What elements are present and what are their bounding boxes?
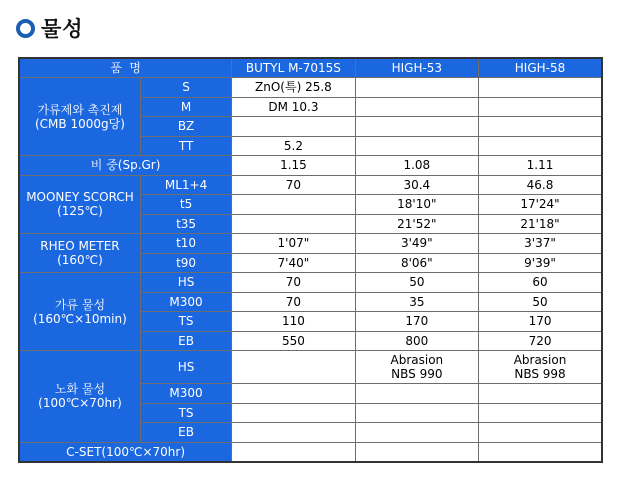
table-row — [19, 351, 602, 384]
row-label: t5 — [140, 195, 231, 215]
row-label: EB — [140, 331, 231, 351]
table-row — [19, 78, 602, 98]
table-cell — [355, 97, 478, 117]
table-cell: Abrasion NBS 990 — [355, 351, 478, 384]
table-cell: 3'37" — [479, 234, 602, 254]
row-label: BZ — [140, 117, 231, 137]
group-label-rheo: RHEO METER (160℃) — [19, 234, 140, 273]
section-heading — [16, 15, 84, 41]
row-label: M300 — [140, 384, 231, 404]
table-cell — [355, 136, 478, 156]
table-cell: 70 — [232, 175, 355, 195]
table-row — [19, 442, 602, 462]
table-cell: 9'39" — [479, 253, 602, 273]
table-cell — [355, 423, 478, 443]
table-cell: 35 — [355, 292, 478, 312]
table-cell — [355, 78, 478, 98]
table-cell: 7'40" — [232, 253, 355, 273]
table-cell — [355, 384, 478, 404]
table-cell: 800 — [355, 331, 478, 351]
row-label: TS — [140, 403, 231, 423]
table-cell: DM 10.3 — [232, 97, 355, 117]
table-cell — [479, 442, 602, 462]
table-cell — [479, 117, 602, 137]
table-cell: 1.08 — [355, 156, 478, 176]
table-cell — [232, 423, 355, 443]
header-col-3: HIGH-58 — [479, 58, 602, 78]
table-cell — [355, 403, 478, 423]
table-cell: 17'24" — [479, 195, 602, 215]
table-cell: 50 — [355, 273, 478, 293]
table-cell: Abrasion NBS 998 — [479, 351, 602, 384]
table-cell: 18'10" — [355, 195, 478, 215]
row-label: M300 — [140, 292, 231, 312]
table-cell — [479, 384, 602, 404]
table-cell: 70 — [232, 273, 355, 293]
table-cell: 1'07" — [232, 234, 355, 254]
table-cell: 46.8 — [479, 175, 602, 195]
group-label-aging: 노화 물성 (100℃×70hr) — [19, 351, 140, 443]
header-col-2: HIGH-53 — [355, 58, 478, 78]
row-label: TT — [140, 136, 231, 156]
table-cell: 1.11 — [479, 156, 602, 176]
group-label-cure-props: 가류 물성 (160℃×10min) — [19, 273, 140, 351]
table-cell: 1.15 — [232, 156, 355, 176]
table-cell: 3'49" — [355, 234, 478, 254]
table-row — [19, 156, 602, 176]
table-cell — [232, 442, 355, 462]
row-label-c-set: C-SET(100℃×70hr) — [19, 442, 232, 462]
row-label: t35 — [140, 214, 231, 234]
header-item-name: 품 명 — [19, 58, 232, 78]
row-label: ML1+4 — [140, 175, 231, 195]
table-cell: 170 — [355, 312, 478, 332]
group-label-cure-agent: 가류제와 촉진제 (CMB 1000g당) — [19, 78, 140, 156]
table-row — [19, 273, 602, 293]
table-cell: 21'18" — [479, 214, 602, 234]
table-cell: 550 — [232, 331, 355, 351]
group-label-mooney: MOONEY SCORCH (125℃) — [19, 175, 140, 234]
table-cell — [479, 403, 602, 423]
table-cell: 5.2 — [232, 136, 355, 156]
table-cell — [232, 195, 355, 215]
table-cell — [479, 423, 602, 443]
table-cell — [232, 384, 355, 404]
table-cell — [232, 351, 355, 384]
table-cell — [355, 117, 478, 137]
header-row — [19, 58, 602, 78]
table-cell — [479, 97, 602, 117]
table-row — [19, 175, 602, 195]
table-cell: 70 — [232, 292, 355, 312]
row-label-specific-gravity: 비 중(Sp.Gr) — [19, 156, 232, 176]
table-cell — [355, 442, 478, 462]
table-cell: 110 — [232, 312, 355, 332]
row-label: EB — [140, 423, 231, 443]
section-title: 물성 — [41, 17, 84, 41]
table-cell: 21'52" — [355, 214, 478, 234]
row-label: HS — [140, 351, 231, 384]
table-cell: 50 — [479, 292, 602, 312]
table-cell — [232, 214, 355, 234]
header-col-1: BUTYL M-7015S — [232, 58, 355, 78]
properties-table — [18, 57, 603, 463]
row-label: TS — [140, 312, 231, 332]
row-label: HS — [140, 273, 231, 293]
table-cell: 170 — [479, 312, 602, 332]
table-cell — [232, 403, 355, 423]
table-cell — [479, 136, 602, 156]
table-cell — [232, 117, 355, 137]
table-row — [19, 234, 602, 254]
table-cell: ZnO(특) 25.8 — [232, 78, 355, 98]
table-cell: 720 — [479, 331, 602, 351]
row-label: t10 — [140, 234, 231, 254]
table-cell: 8'06" — [355, 253, 478, 273]
row-label: S — [140, 78, 231, 98]
table-cell: 60 — [479, 273, 602, 293]
table-cell: 30.4 — [355, 175, 478, 195]
row-label: M — [140, 97, 231, 117]
table-cell — [479, 78, 602, 98]
circle-bullet-icon — [16, 19, 35, 38]
row-label: t90 — [140, 253, 231, 273]
